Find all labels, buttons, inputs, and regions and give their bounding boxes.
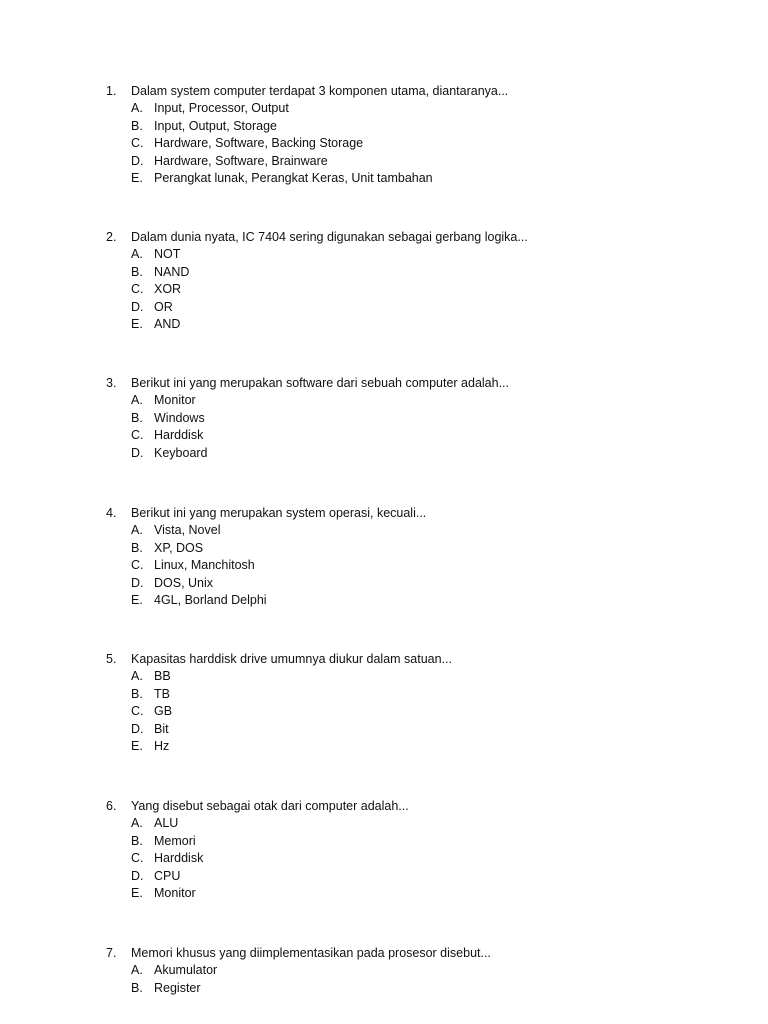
- question-text: Berikut ini yang merupakan system operasi, kecuali...: [131, 506, 427, 520]
- option-e: [106, 316, 726, 334]
- option-letter: D.: [131, 445, 144, 460]
- option-a: [106, 100, 726, 118]
- option-letter: A.: [131, 247, 143, 261]
- option-c: [106, 703, 726, 721]
- option-c: [106, 850, 726, 868]
- option-text: GB: [154, 704, 173, 719]
- question-line: [106, 228, 726, 246]
- option-letter: A.: [131, 963, 143, 977]
- question-text: Berikut ini yang merupakan software dari sebuah computer adalah...: [131, 376, 509, 390]
- option-letter: D.: [131, 575, 144, 590]
- option-text: DOS, Unix: [154, 575, 214, 590]
- option-text: Input, Output, Storage: [154, 118, 277, 133]
- question-line: [106, 82, 726, 100]
- option-letter: C.: [131, 704, 144, 719]
- question-text: Memori khusus yang diimplementasikan pada prosesor disebut...: [131, 946, 491, 960]
- option-a: [106, 392, 726, 410]
- option-text: CPU: [154, 868, 181, 883]
- option-letter: D.: [131, 721, 144, 736]
- option-d: [106, 153, 726, 171]
- option-d: [106, 575, 726, 593]
- option-letter: C.: [131, 282, 144, 297]
- question-2: [106, 228, 726, 334]
- option-text: XOR: [154, 282, 182, 297]
- option-b: [106, 410, 726, 428]
- question-line: [106, 797, 726, 815]
- question-3: [106, 374, 726, 462]
- option-b: [106, 540, 726, 558]
- option-text: Windows: [154, 410, 205, 425]
- option-text: Harddisk: [154, 851, 204, 866]
- question-number: 1.: [106, 84, 117, 98]
- option-letter: D.: [131, 868, 144, 883]
- option-text: AND: [154, 317, 181, 332]
- option-b: [106, 118, 726, 136]
- option-letter: B.: [131, 686, 143, 701]
- option-letter: E.: [131, 886, 143, 901]
- option-b: [106, 686, 726, 704]
- option-text: ALU: [154, 816, 179, 830]
- option-text: Monitor: [154, 886, 196, 901]
- option-letter: A.: [131, 816, 143, 830]
- option-a: [106, 522, 726, 540]
- option-e: [106, 738, 726, 756]
- option-text: Memori: [154, 833, 196, 848]
- option-text: XP, DOS: [154, 540, 204, 555]
- option-text: BB: [154, 669, 171, 683]
- option-text: Akumulator: [154, 963, 218, 977]
- option-text: Harddisk: [154, 428, 204, 443]
- option-letter: E.: [131, 593, 143, 608]
- question-text: Yang disebut sebagai otak dari computer adalah...: [131, 799, 409, 813]
- option-b: [106, 264, 726, 282]
- option-c: [106, 281, 726, 299]
- option-c: [106, 427, 726, 445]
- question-number: 3.: [106, 376, 117, 390]
- option-letter: A.: [131, 523, 143, 537]
- option-d: [106, 445, 726, 463]
- option-letter: A.: [131, 669, 143, 683]
- option-letter: B.: [131, 980, 143, 995]
- option-letter: A.: [131, 393, 143, 407]
- question-line: [106, 374, 726, 392]
- question-line: [106, 504, 726, 522]
- option-text: Linux, Manchitosh: [154, 558, 255, 573]
- option-letter: B.: [131, 410, 143, 425]
- option-letter: C.: [131, 558, 144, 573]
- option-a: [106, 962, 726, 980]
- option-text: Bit: [154, 721, 169, 736]
- option-d: [106, 721, 726, 739]
- option-text: Hz: [154, 739, 170, 754]
- option-letter: C.: [131, 851, 144, 866]
- option-text: Vista, Novel: [154, 523, 221, 537]
- option-e: [106, 170, 726, 188]
- option-text: Perangkat lunak, Perangkat Keras, Unit tambahan: [154, 171, 433, 186]
- option-text: Hardware, Software, Brainware: [154, 153, 328, 168]
- option-text: Hardware, Software, Backing Storage: [154, 136, 364, 151]
- question-line: [106, 944, 726, 962]
- option-text: NOT: [154, 247, 181, 261]
- option-letter: C.: [131, 136, 144, 151]
- option-text: NAND: [154, 264, 190, 279]
- question-number: 4.: [106, 506, 117, 520]
- option-letter: C.: [131, 428, 144, 443]
- question-1: [106, 82, 726, 188]
- option-letter: D.: [131, 299, 144, 314]
- option-e: [106, 592, 726, 610]
- option-text: TB: [154, 686, 170, 701]
- question-number: 6.: [106, 799, 117, 813]
- option-letter: D.: [131, 153, 144, 168]
- option-text: 4GL, Borland Delphi: [154, 593, 267, 608]
- option-letter: E.: [131, 317, 143, 332]
- question-number: 7.: [106, 946, 117, 960]
- option-a: [106, 815, 726, 833]
- question-4: [106, 504, 726, 610]
- option-e: [106, 885, 726, 903]
- option-b: [106, 833, 726, 851]
- question-7: [106, 944, 726, 997]
- option-letter: A.: [131, 101, 143, 115]
- question-number: 2.: [106, 230, 117, 244]
- option-c: [106, 557, 726, 575]
- option-letter: E.: [131, 171, 143, 186]
- question-text: Kapasitas harddisk drive umumnya diukur dalam satuan...: [131, 652, 452, 666]
- option-letter: B.: [131, 118, 143, 133]
- option-letter: B.: [131, 264, 143, 279]
- option-a: [106, 246, 726, 264]
- option-d: [106, 868, 726, 886]
- option-text: Input, Processor, Output: [154, 101, 289, 115]
- question-text: Dalam system computer terdapat 3 komponen utama, diantaranya...: [131, 84, 509, 98]
- option-letter: B.: [131, 833, 143, 848]
- question-line: [106, 650, 726, 668]
- option-c: [106, 135, 726, 153]
- option-text: Monitor: [154, 393, 196, 407]
- question-text: Dalam dunia nyata, IC 7404 sering digunakan sebagai gerbang logika...: [131, 230, 528, 244]
- option-letter: E.: [131, 739, 143, 754]
- question-6: [106, 797, 726, 903]
- option-text: Register: [154, 980, 201, 995]
- option-a: [106, 668, 726, 686]
- question-number: 5.: [106, 652, 117, 666]
- option-b: [106, 980, 726, 998]
- option-text: Keyboard: [154, 445, 208, 460]
- question-5: [106, 650, 726, 756]
- option-text: OR: [154, 299, 173, 314]
- option-letter: B.: [131, 540, 143, 555]
- option-d: [106, 299, 726, 317]
